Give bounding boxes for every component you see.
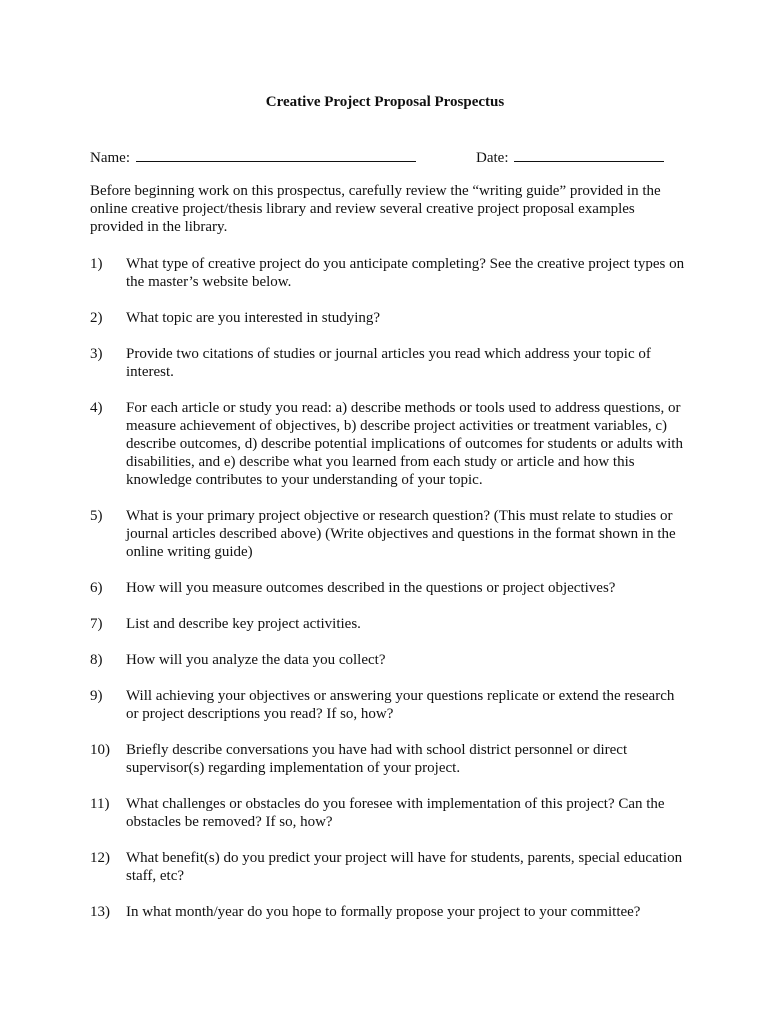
question-number: 1)	[90, 256, 103, 272]
question-item	[90, 255, 690, 291]
question-text: What type of creative project do you anticipate completing? See the creative project types on the master’s website below.	[126, 256, 685, 290]
question-text: What benefit(s) do you predict your project will have for students, parents, special education staff, etc?	[126, 850, 683, 884]
intro-paragraph: Before beginning work on this prospectus, carefully review the “writing guide” provided in the online creative project/thesis library and review several creative project proposal examples provided in the library.	[90, 183, 661, 235]
question-item	[90, 795, 690, 831]
question-number: 4)	[90, 400, 103, 416]
question-item	[90, 651, 690, 669]
question-number: 12)	[90, 850, 110, 866]
question-item	[90, 309, 690, 327]
name-field[interactable]	[90, 147, 416, 167]
question-list	[90, 255, 690, 939]
question-text: In what month/year do you hope to formally propose your project to your committee?	[126, 904, 641, 920]
question-number: 3)	[90, 346, 103, 362]
question-text: What topic are you interested in studying?	[126, 310, 381, 326]
date-field[interactable]	[476, 147, 664, 167]
question-item	[90, 849, 690, 885]
question-text: Provide two citations of studies or journal articles you read which address your topic of interest.	[126, 346, 651, 380]
question-item	[90, 741, 690, 777]
question-item	[90, 615, 690, 633]
question-number: 7)	[90, 616, 103, 632]
question-item	[90, 507, 690, 561]
question-number: 2)	[90, 310, 103, 326]
question-text: List and describe key project activities.	[126, 616, 361, 632]
question-item	[90, 687, 690, 723]
question-number: 5)	[90, 508, 103, 524]
date-blank-line[interactable]	[514, 147, 664, 162]
name-blank-line[interactable]	[136, 147, 416, 162]
question-number: 13)	[90, 904, 110, 920]
question-text: Briefly describe conversations you have had with school district personnel or direct supervisor(s) regarding implementation of your project.	[126, 742, 628, 776]
question-number: 10)	[90, 742, 110, 758]
question-item	[90, 345, 690, 381]
question-text: Will achieving your objectives or answering your questions replicate or extend the research or project descriptions you read? If so, how?	[126, 688, 675, 722]
question-text: What challenges or obstacles do you foresee with implementation of this project? Can the obstacles be removed? If so, how?	[126, 796, 665, 830]
question-number: 6)	[90, 580, 103, 596]
question-item	[90, 579, 690, 597]
question-item	[90, 903, 690, 921]
name-label: Name:	[90, 150, 130, 166]
date-label: Date:	[476, 150, 509, 166]
question-text: How will you measure outcomes described in the questions or project objectives?	[126, 580, 616, 596]
question-text: How will you analyze the data you collect?	[126, 652, 386, 668]
question-item	[90, 399, 690, 489]
question-text: What is your primary project objective or research question? (This must relate to studies or journal articles described above) (Write objectives and questions in the format shown in the online writing guide)	[126, 508, 676, 560]
question-number: 8)	[90, 652, 103, 668]
question-text: For each article or study you read: a) describe methods or tools used to address questions, or measure achievement of objectives, b) describe project activities or treatment variables, c) describe outcomes, d) describe potential implications of outcomes for students or adults with disabilities, and e) describe what you learned from each study or article and how this knowledge contributes to your understanding of your topic.	[126, 400, 683, 488]
document-title: Creative Project Proposal Prospectus	[265, 94, 505, 110]
question-number: 11)	[90, 796, 110, 812]
question-number: 9)	[90, 688, 103, 704]
